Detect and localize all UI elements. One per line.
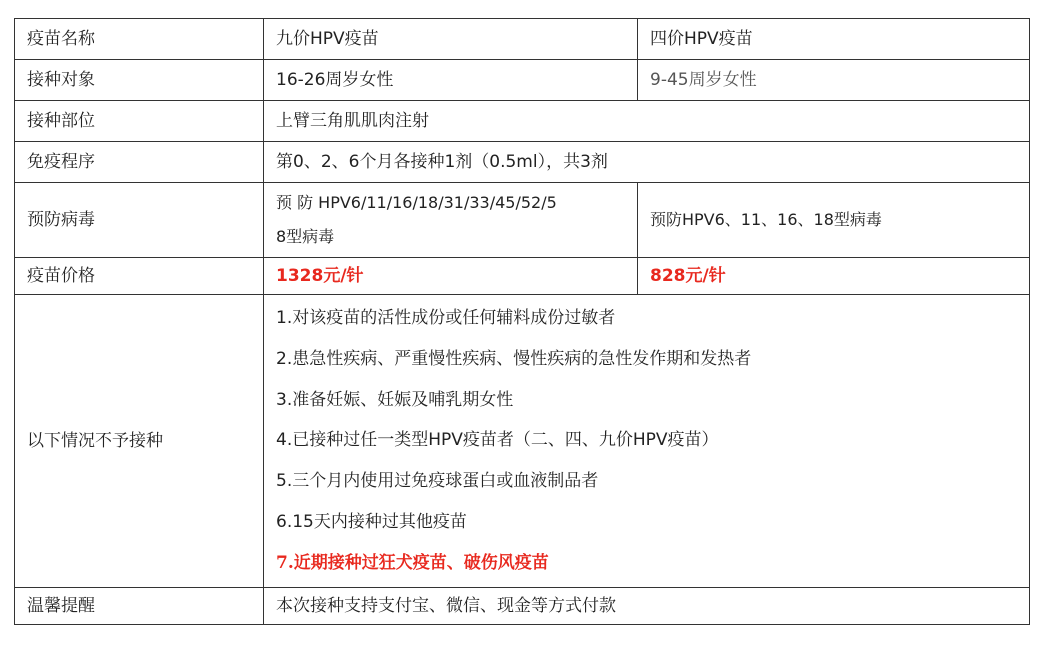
table-row-schedule [15, 142, 1030, 183]
list-item-warning: 7.近期接种过狂犬疫苗、破伤风疫苗 [276, 552, 549, 573]
four-valent-price: 828元/针 [638, 258, 1030, 295]
contraindication-list [264, 295, 1030, 588]
nine-valent-price: 1328元/针 [264, 258, 638, 295]
row-label: 预防病毒 [15, 183, 264, 258]
list-item: 5.三个月内使用过免疫球蛋白或血液制品者 [276, 471, 599, 492]
table-row-site [15, 101, 1030, 142]
four-valent-prevention: 预防HPV6、11、16、18型病毒 [638, 183, 1030, 258]
row-label: 接种部位 [15, 101, 264, 142]
nine-valent-prevention [264, 183, 638, 258]
nine-valent-name: 九价HPV疫苗 [264, 19, 638, 60]
list-item: 6.15天内接种过其他疫苗 [276, 511, 467, 532]
injection-site: 上臂三角肌肌肉注射 [264, 101, 1030, 142]
list-item: 1.对该疫苗的活性成份或任何辅料成份过敏者 [276, 308, 616, 328]
payment-reminder: 本次接种支持支付宝、微信、现金等方式付款 [264, 587, 1030, 624]
table-row-price [15, 258, 1030, 295]
row-label: 以下情况不予接种 [15, 295, 264, 588]
table-row-reminder [15, 587, 1030, 624]
nine-valent-target: 16-26周岁女性 [264, 60, 638, 101]
list-item: 2.患急性疾病、严重慢性疾病、慢性疾病的急性发作期和发热者 [276, 348, 752, 369]
four-valent-name: 四价HPV疫苗 [638, 19, 1030, 60]
prevention-line-1: 预 防 HPV6/11/16/18/31/33/45/52/5 [276, 193, 557, 212]
prevention-line-2: 8型病毒 [276, 227, 335, 246]
row-label: 疫苗名称 [15, 19, 264, 60]
list-item: 3.准备妊娠、妊娠及哺乳期女性 [276, 389, 514, 410]
row-label: 免疫程序 [15, 142, 264, 183]
table-row-prevention [15, 183, 1030, 258]
row-label: 疫苗价格 [15, 258, 264, 295]
hpv-vaccine-table [14, 18, 1030, 625]
table-row-vaccine-name [15, 19, 1030, 60]
row-label: 温馨提醒 [15, 587, 264, 624]
immunization-schedule: 第0、2、6个月各接种1剂（0.5ml），共3剂 [264, 142, 1030, 183]
row-label: 接种对象 [15, 60, 264, 101]
table-row-contraindications [15, 295, 1030, 588]
list-item: 4.已接种过任一类型HPV疫苗者（二、四、九价HPV疫苗） [276, 430, 719, 451]
four-valent-target: 9-45周岁女性 [638, 60, 1030, 101]
table-row-target [15, 60, 1030, 101]
